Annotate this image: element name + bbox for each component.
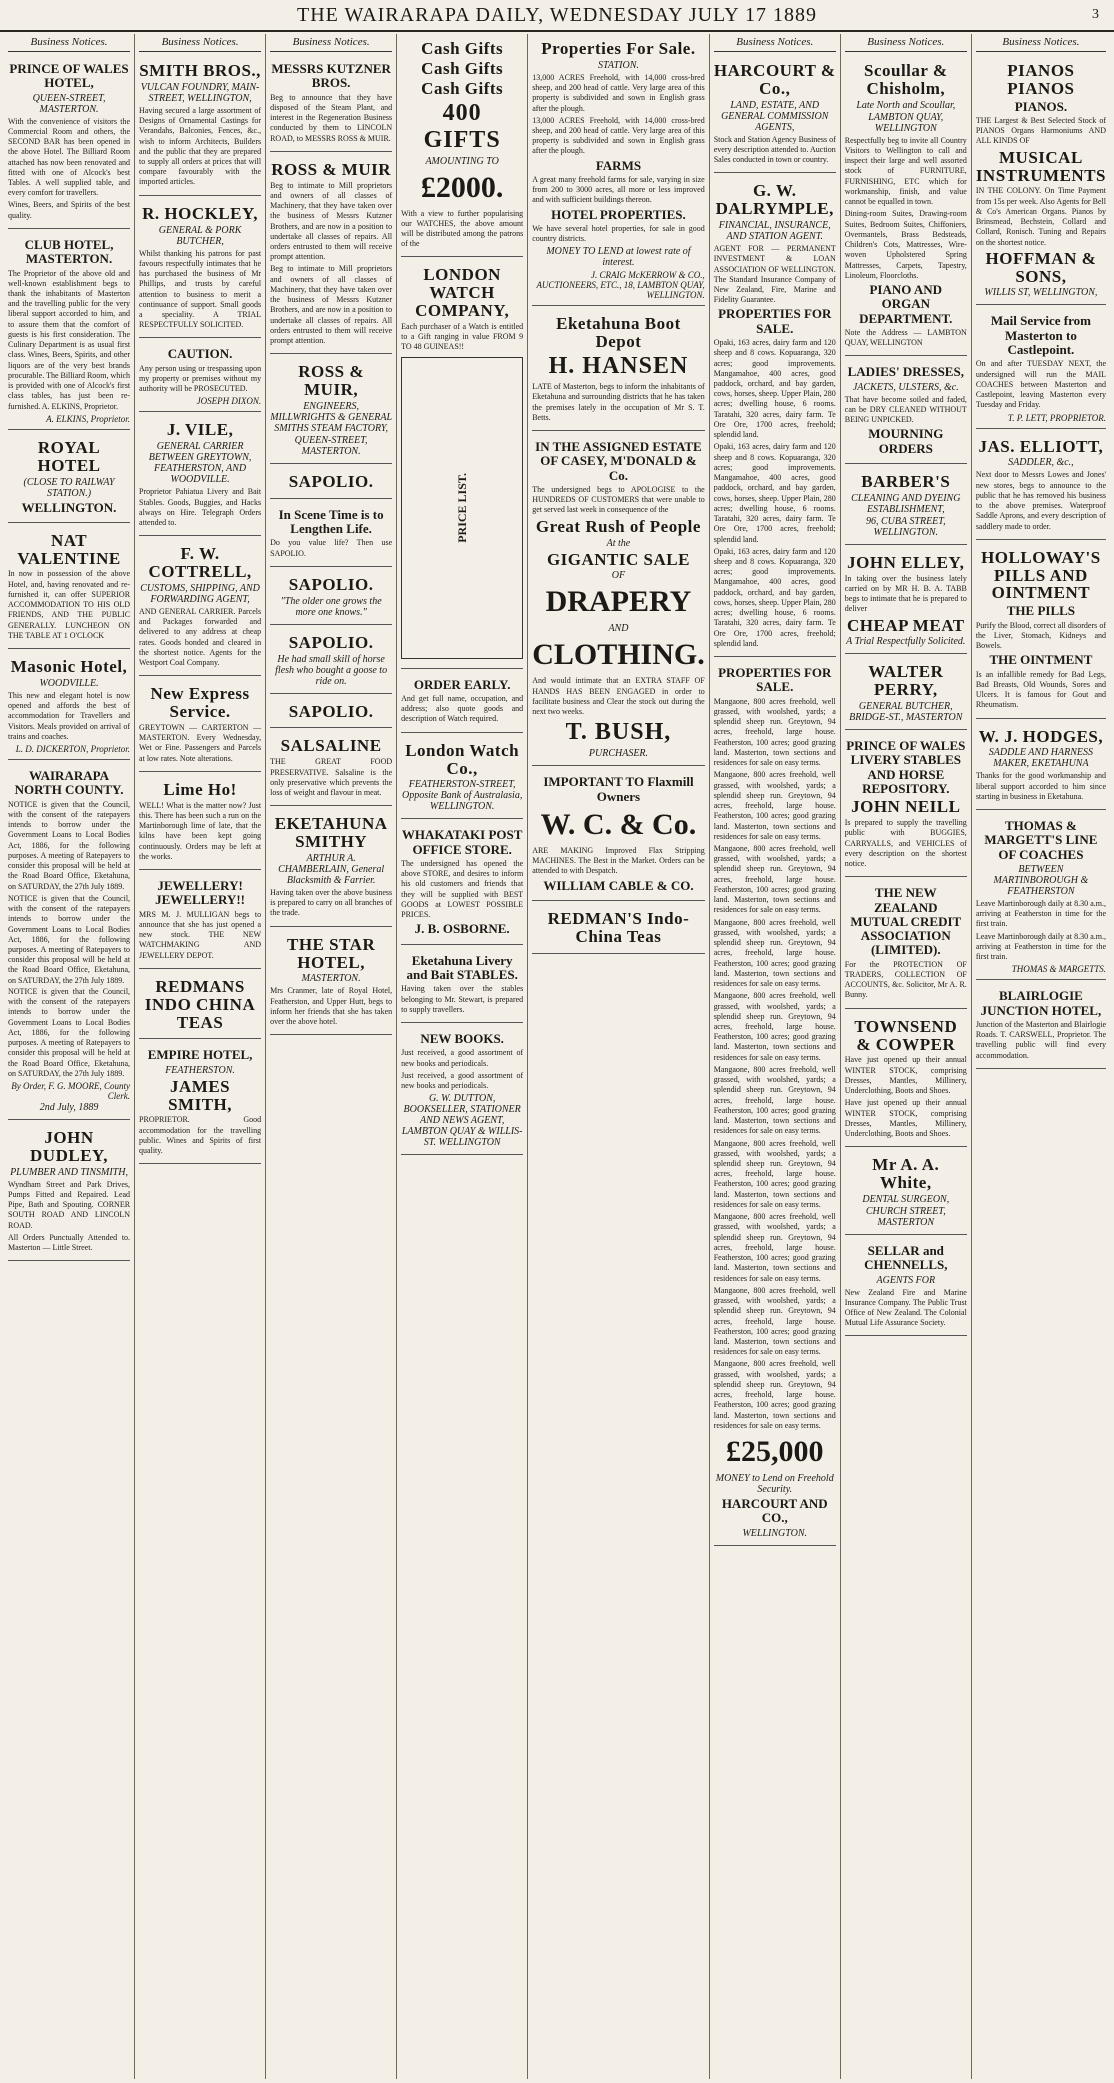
ad-place: WELLINGTON. xyxy=(742,1527,808,1539)
ad-body: THE GREAT FOOD PRESERVATIVE. Salsaline is the only preservative which prevents the loss of weight and flavour in meat. xyxy=(270,757,393,798)
ad-subtitle: AMOUNTING TO xyxy=(425,155,499,167)
ad-body: Beg to announce that they have disposed of the Steam Plant, and interest in the Regeneration Business conducted by them to LINCOLN ROAD, to MESSRS ROSS & MUIR. xyxy=(270,92,393,143)
ad-title: JOHN ELLEY, xyxy=(847,552,965,572)
ad-new-books xyxy=(401,1026,523,1155)
ad-subtitle: GENERAL CARRIER BETWEEN GREYTOWN, FEATHERSTON, AND WOODVILLE. xyxy=(148,441,252,486)
ad-title: SAPOLIO. xyxy=(288,472,374,492)
ad-redmans-tea xyxy=(139,972,261,1040)
ad-body: And would intimate that an EXTRA STAFF OF HANDS HAS BEEN ENGAGED in order to facilitate business and Clear the stock out during the next two weeks. xyxy=(532,676,705,717)
column-1 xyxy=(4,34,135,2079)
ad-body: And get full name, occupation, and address; also quote goods and description of Watch required. xyxy=(401,694,524,724)
ad-signature-role: PURCHASER. xyxy=(588,748,649,760)
ad-title: CLUB HOTEL, MASTERTON. xyxy=(24,236,114,267)
ad-title: G. W. DALRYMPLE, xyxy=(715,181,834,219)
ad-body: Mangaone, 800 acres freehold, well grassed, with woolshed, yards; a splendid sheep run. Greytown, 94 acres, freehold, large house. Featherston, 100 acres; good grazing land. Masterton, town sections and residences for sale on easy terms. xyxy=(713,1285,836,1357)
ad-title: Eketahuna Livery and Bait STABLES. xyxy=(406,952,518,982)
ad-subtitle: THE PILLS xyxy=(1006,603,1076,619)
ad-ladies-dresses xyxy=(845,359,967,464)
ad-gigantic-sale xyxy=(532,434,705,766)
ad-title: Scoullar & Chisholm, xyxy=(864,61,948,98)
ad-headline: GIGANTIC SALE xyxy=(546,549,690,569)
ad-ross-and-muir xyxy=(270,155,392,355)
ad-title: BARBER'S xyxy=(861,471,951,491)
ad-title: SAPOLIO. xyxy=(288,632,374,652)
ad-body: With the convenience of visitors the Commercial Room and others, the SECOND BAR has been opened in the above Hotel. The Billiard Room attached has now been renovated and fitted with one of Alcock's best Tables. A well supplied table, and every comfort for travellers. xyxy=(8,116,131,198)
ad-cash-gifts xyxy=(401,34,523,257)
ad-signature: T. P. LETT, PROPRIETOR. xyxy=(1007,412,1106,423)
ad-body: The undersigned has opened the above STORE, and desires to inform his old customers and friends that they will be supplied with BEST GOODS at LOWEST POSSIBLE PRICES. xyxy=(401,858,524,920)
ad-a-a-white-dentist xyxy=(845,1150,967,1235)
ad-body: WELL! What is the matter now? Just this. There has been such a run on the Martinborough lime of late, that the kilns have been kept going continuously. Orders may be left at the works. xyxy=(139,800,262,861)
ad-body: A great many freehold farms for sale, varying in size from 200 to 3000 acres, all more or less improved and with sufficient buildings thereon. xyxy=(532,175,705,205)
ad-name: H. HANSEN xyxy=(548,353,689,380)
ad-name: JOHN NEILL xyxy=(851,797,961,817)
ad-nz-mutual-credit xyxy=(845,880,967,1008)
ad-flaxmill-owners xyxy=(532,769,705,901)
ad-title: LONDON WATCH COMPANY, xyxy=(415,265,510,321)
ad-footer: All Orders Punctually Attended to. Masterton — Little Street. xyxy=(8,1232,131,1253)
ad-subtitle: STATION. xyxy=(598,59,639,71)
ad-signature: T. BUSH, xyxy=(565,719,672,746)
ad-body: In now in possession of the above Hotel, and, having renovated and re-furnished it, can offer SUPERIOR ACCOMMODATION TO HIS OLD FRIENDS, AND THE PUBLIC GENERALLY. LUNCHEON ON THE TABLE AT 1 O'CLOCK xyxy=(8,569,131,640)
ad-body: Just received, a good assortment of new books and periodicals. xyxy=(401,1048,524,1068)
ad-place: QUEEN-STREET, MASTERTON. xyxy=(294,435,368,458)
ad-title: TOWNSEND & COWPER xyxy=(854,1016,958,1054)
ad-list: Dining-room Suites, Drawing-room Suites, Bedroom Suites, Chiffoniers, Overmantels, Brass Bedsteads, Children's Cots, Mattresses, Wire-woven Upholstered Spring Mattresses, Carpets, Tapestry, Linoleum, Floorcloths. xyxy=(844,209,967,280)
ad-title: PIANOS PIANOS xyxy=(1007,61,1075,98)
ad-body: THE Largest & Best Selected Stock of PIANOS Organs Harmoniums AND ALL KINDS OF xyxy=(975,115,1106,146)
ad-title: Masonic Hotel, xyxy=(10,657,128,677)
ad-body: Respectfully beg to invite all Country Visitors to Wellington to call and inspect their large and well assorted stock of FURNITURE, FURNISHING, ETC which for workmanship, finish, and value cannot be equalled in town. xyxy=(844,135,967,207)
ad-body: Mangaone, 800 acres freehold, well grassed, with woolshed, yards; a splendid sheep run. Greytown, 94 acres, freehold, large house. Featherston, 100 acres; good grazing land. Masterton, town sections and residences for sale on easy terms. xyxy=(713,1138,836,1209)
ad-note: MONEY to Lend on Freehold Security. xyxy=(715,1473,834,1496)
column-8 xyxy=(972,34,1110,2079)
ad-body: Note the Address — LAMBTON QUAY, WELLINGTON xyxy=(844,327,967,348)
ad-body: NOTICE is given that the Council, with the consent of the ratepayers intends to borrow under the Government Loans to Local Bodies Act, 1886, for the following purposes. A meeting of Ratepayers to consider this proposal will be held at the Road Board Office, Eketahuna, on SATURDAY, the 27th July 1889. xyxy=(8,893,131,985)
ad-footer: A Trial Respectfully Solicited. xyxy=(846,636,966,648)
ad-signature: A. ELKINS, Proprietor. xyxy=(46,413,131,424)
ad-body: Mangaone, 800 acres freehold, well grassed, with woolshed, yards; a splendid sheep run. Greytown, 94 acres, freehold, large house. Featherston, 100 acres; good grazing land. Masterton, town sections and residences for sale on easy terms. xyxy=(713,843,836,915)
ad-harcourt-co xyxy=(714,56,836,173)
ad-subtitle: ARTHUR A. CHAMBERLAIN, General Blacksmith & Farrier. xyxy=(278,852,385,886)
ad-body: Is an infallible remedy for Bad Legs, Bad Breasts, Old Wounds, Sores and Ulcers. It is famous for Gout and Rheumatism. xyxy=(975,669,1106,710)
ad-subtitle: (CLOSE TO RAILWAY STATION.) xyxy=(23,476,115,499)
ad-body: Having secured a large assortment of Designs of Ornamental Castings for Verandahs, Balconies, Fences, &c., wish to inform Architects, Builders and the public that they are prepared to supply all orders at prices that will compare favourably with the imported articles. xyxy=(139,105,262,187)
ad-section-title: PROPERTIES FOR SALE. xyxy=(718,306,832,336)
ad-title: PRINCE OF WALES LIVERY STABLES AND HORSE REPOSITORY. xyxy=(846,738,966,796)
ad-body: Mangaone, 800 acres freehold, well grassed, with woolshed, yards; a splendid sheep run. Greytown, 94 acres, freehold, large house. Featherston, 100 acres; good grazing land. Masterton, town sections and residences for sale on easy terms. xyxy=(713,1212,836,1283)
ad-body: Whilst thanking his patrons for past favours respectfully intimates that he has purchased the business of Mr Phillips, and trusts by careful attention to business to merit a continuance of support. Small goods a speciality. A TRIAL RESPECTFULLY SOLICITED. xyxy=(139,248,262,330)
ad-title: Properties For Sale. xyxy=(541,39,696,58)
notice-filler-text xyxy=(8,894,130,1079)
column-heading: Business Notices. xyxy=(270,34,392,52)
ad-subtitle: VULCAN FOUNDRY, MAIN-STREET, WELLINGTON, xyxy=(140,81,260,104)
ad-title: EMPIRE HOTEL, xyxy=(147,1047,253,1063)
ad-body: Have just opened up their annual WINTER STOCK, comprising Dresses, Mantles, Millinery, Underclothing, Boots and Shoes. xyxy=(844,1098,967,1139)
ad-body: The Proprietor of the above old and well-known establishment begs to thank the inhabitants of Masterton and the travelling public for the very liberal support accorded to him, and to assure them that the comfort of guests is his first consideration. The Culinary Department is as usual first class. Wines, Beers, Spirits, and other liquors are of the very best brands procurable. The Billiard Room, which is provided with one of Alcock's first class tables, has just been re-furnished. A. ELKINS, Proprietor. xyxy=(8,268,131,411)
ad-properties-for-sale xyxy=(532,34,705,306)
ad-subtitle: BETWEEN MARTINBOROUGH & FEATHERSTON xyxy=(993,863,1089,897)
column-4 xyxy=(397,34,528,2079)
ad-signature: THOMAS & MARGETTS. xyxy=(1011,964,1106,975)
column-5 xyxy=(528,34,710,2079)
ad-body: Leave Martinborough daily at 8.30 a.m., arriving at Featherston in time for the first train. xyxy=(975,931,1106,962)
ad-place: LAMBTON QUAY, WELLINGTON xyxy=(868,111,944,134)
ad-body: Mangaone, 800 acres freehold, well grassed, with woolshed, yards; a splendid sheep run. Greytown, 94 acres, freehold, large house. Featherston, 100 acres; good grazing land. Masterton, town sections and residences for sale on easy terms. xyxy=(713,1064,836,1136)
ad-body: Proprietor Pahiatua Livery and Bait Stables. Goods, Buggies, and Hacks always on Hire. Telegraph Orders attended to. xyxy=(139,487,262,527)
ad-body: Opaki, 163 acres, dairy farm and 120 sheep and 8 cows. Kopuaranga, 320 acres; good improvements. Mangamahoe, 400 acres, good paddock, orchard, and bay garden, cows, horses, sheep. Upper Plain, 280 acres; dwelling house, 6 rooms. Taratahi, 320 acres, dairy farm. Te Ore Ore, 1700 acres, freehold; splendid land. xyxy=(713,546,836,648)
ad-body: Having taken over the above business is prepared to carry on all branches of the trade. xyxy=(270,887,393,918)
column-6 xyxy=(710,34,841,2079)
ad-wairarapa-north-county xyxy=(8,763,130,1120)
ad-title: Mr A. A. White, xyxy=(872,1155,940,1193)
ad-eketahuna-livery xyxy=(401,948,523,1023)
ad-body: NOTICE is given that the Council, with the consent of the ratepayers intends to borrow under the Government Loans to Local Bodies Act, 1886, for the following purposes. A meeting of Ratepayers to consider this proposal will be held at the Road Board Office, Eketahuna, on SATURDAY, the 27th July 1889. xyxy=(8,986,131,1078)
ad-body: Have just opened up their annual WINTER STOCK, comprising Dresses, Mantles, Millinery, Underclothing, Boots and Shoes. xyxy=(844,1055,967,1096)
ad-pianos xyxy=(976,56,1106,305)
ad-body: Mrs Cranmer, late of Royal Hotel, Featherston, and Upper Hutt, begs to inform her friends that she has taken over the above hotel. xyxy=(270,986,393,1027)
ad-title: ORDER EARLY. xyxy=(413,676,511,692)
ad-townsend-cowper xyxy=(845,1012,967,1148)
ad-signature: WILLIAM CABLE & CO. xyxy=(543,877,694,893)
ad-signature: By Order, F. G. MOORE, County Clerk. xyxy=(11,1081,131,1102)
ad-body: LATE of Masterton, begs to inform the inhabitants of Eketahuna and surrounding districts that he has taken the premises lately in the occupation of Mr S. T. Betts. xyxy=(532,382,705,422)
ad-john-elley xyxy=(845,548,967,655)
ad-subtitle: GENERAL & PORK BUTCHER, xyxy=(158,224,242,247)
ad-london-watch-co xyxy=(401,736,523,820)
ad-subtitle: FINANCIAL, INSURANCE, AND STATION AGENT. xyxy=(718,220,831,243)
ad-headline: W. C. & Co. xyxy=(540,807,697,841)
ad-title: J. VILE, xyxy=(166,420,234,440)
ad-title: HARCOURT & Co., xyxy=(713,61,836,98)
ad-signature: JOSEPH DIXON. xyxy=(196,396,262,407)
ad-body: Any person using or trespassing upon my property or premises without my authority will be PROSECUTED. xyxy=(139,363,262,394)
ad-subtitle: GENERAL BUTCHER, BRIDGE-ST., MASTERTON xyxy=(849,701,963,724)
ad-subtitle: DENTAL SURGEON, xyxy=(862,1193,950,1205)
ad-subtitle: MASTERTON. xyxy=(301,973,361,985)
ad-section-title: FARMS xyxy=(595,157,642,173)
ad-title: In Scene Time is to Lengthen Life. xyxy=(278,506,384,537)
ad-signature: HARCOURT AND CO., xyxy=(721,1496,828,1526)
ad-body: Leave Martinborough daily at 8.30 a.m., arriving at Featherston in time for the first train. xyxy=(975,898,1106,929)
ad-holloways xyxy=(976,543,1106,719)
column-7 xyxy=(841,34,972,2079)
ad-body: Wyndham Street and Park Drives, Pumps Fitted and Repaired. Lead Pipe, Bath and Spouting. CORNER SOUTH ROAD AND LINCOLN ROAD. xyxy=(8,1179,131,1230)
ad-body: 13,000 ACRES Freehold, with 14,000 cross-bred sheep, and 200 head of cattle. Very large area of this property is subdivided and sown in English grass after the plough. xyxy=(532,72,705,113)
ad-body: Mangaone, 800 acres freehold, well grassed, with woolshed, yards; a splendid sheep run. Greytown, 94 acres, freehold, large house. Featherston, 100 acres; good grazing land. Masterton, town sections and residences for sale on easy terms. xyxy=(713,696,836,768)
ad-body: Opaki, 163 acres, dairy farm and 120 sheep and 8 cows. Kopuaranga, 320 acres; good improvements. Mangamahoe, 400 acres, good paddock, orchard, and bay garden, cows, horses, sheep. Upper Plain, 280 acres; dwelling house, 6 rooms. Taratahi, 320 acres, dairy farm. Te Ore Ore, 1700 acres, freehold; splendid land. xyxy=(713,442,836,544)
ad-title: New Express Service. xyxy=(150,684,250,722)
ad-clothing: CLOTHING. xyxy=(532,638,705,672)
ad-body: MRS M. J. MULLIGAN begs to announce that she has just opened a new stock. THE NEW WATCHMAKING AND JEWELLERY DEPOT. xyxy=(139,909,262,960)
ad-section-title: PROPERTIES FOR SALE. xyxy=(718,665,832,695)
ad-star-hotel xyxy=(270,930,392,1036)
ad-body: That have become soiled and faded, can be DRY CLEANED WITHOUT BEING UNPICKED. xyxy=(844,394,967,425)
ad-r-hockley xyxy=(139,199,261,339)
ad-prince-of-wales-stables xyxy=(845,733,967,877)
ad-note: MOURNING ORDERS xyxy=(868,426,944,456)
ad-proprietor: JAMES SMITH, xyxy=(168,1076,233,1114)
ad-note: MONEY TO LEND at lowest rate of interest. xyxy=(546,246,691,269)
ad-line-2: Cash Gifts xyxy=(421,58,504,78)
ad-body: Mangaone, 800 acres freehold, well grassed, with woolshed, yards; a splendid sheep run. Greytown, 94 acres, freehold, large house. Featherston, 100 acres; good grazing land. Masterton, town sections and residences for sale on easy terms. xyxy=(713,991,836,1062)
ad-body: Having taken over the stables belonging to Mr. Stewart, is prepared to supply travellers. xyxy=(401,984,524,1014)
ad-body: On and after TUESDAY NEXT, the undersigned will run the MAIL COACHES between Masterton and Castlepoint, leaving Masterton every Tuesday and Friday. xyxy=(975,359,1106,410)
ad-body: Mangaone, 800 acres freehold, well grassed, with woolshed, yards; a splendid sheep run. Greytown, 94 acres, freehold, large house. Featherston, 100 acres; good grazing land. Masterton, town sections and residences for sale on easy terms. xyxy=(713,917,836,989)
ad-title: SAPOLIO. xyxy=(288,574,374,594)
ad-body: Purify the Blood, correct all disorders of the Liver, Stomach, Kidneys and Bowels. xyxy=(975,620,1106,651)
ad-drapery: DRAPERY xyxy=(545,585,692,619)
ad-title: BLAIRLOGIE JUNCTION HOTEL, xyxy=(980,988,1102,1018)
ad-title: R. HOCKLEY, xyxy=(142,203,258,223)
ad-body: The undersigned begs to APOLOGISE to the HUNDREDS OF CUSTOMERS that were unable to get served last week in consequence of the xyxy=(532,485,705,515)
ad-title: Mail Service from Masterton to Castlepoint. xyxy=(990,313,1091,358)
ad-body: New Zealand Fire and Marine Insurance Company. The Public Trust Office of New Zealand. The Colonial Mutual Life Assurance Society. xyxy=(844,1287,967,1328)
ad-salsaline xyxy=(270,731,392,806)
ad-walter-perry xyxy=(845,657,967,730)
ad-title: REDMANS INDO CHINA TEAS xyxy=(144,976,256,1032)
ad-title: THOMAS & MARGETT'S LINE OF COACHES xyxy=(984,818,1098,862)
ad-sapolio-3 xyxy=(270,570,392,625)
ad-body: NOTICE is given that the Council, with the consent of the ratepayers intends to borrow under the Government Loans to Local Bodies Act, 1886, for the following purposes. A meeting of Ratepayers to consider this proposal will be held at the Road Board Office, Eketahuna, on SATURDAY, the 27th July 1889. xyxy=(8,799,131,891)
column-heading: Business Notices. xyxy=(714,34,836,52)
ad-j-vile xyxy=(139,415,261,536)
ad-title: CAUTION. xyxy=(167,346,233,362)
ad-title: ROSS & MUIR xyxy=(271,159,392,179)
ad-body: AND GENERAL CARRIER. Parcels and Packages forwarded and delivered to any address at cheap rates. Goods bonded and cleared in the shortest notice. Agents for the Westport Coal Company. xyxy=(139,606,262,668)
ad-body: Next door to Messrs Lowes and Jones' new stores, begs to announce to the public that he has removed his business to the above premises. Waterproof Saddle Aprons, and every description of saddlery made to order. xyxy=(975,470,1106,531)
ad-title: NAT VALENTINE xyxy=(17,530,121,568)
ad-title: THE NEW ZEALAND MUTUAL CREDIT ASSOCIATION (LIMITED). xyxy=(850,885,962,958)
ad-quote: He had small skill of horse flesh who bought a goose to ride on. xyxy=(275,653,388,687)
ad-subtitle: LAND, ESTATE, AND GENERAL COMMISSION AGENTS, xyxy=(721,99,829,133)
ad-title: EKETAHUNA SMITHY xyxy=(274,814,388,852)
masthead xyxy=(0,0,1114,32)
ad-place: WELLINGTON. xyxy=(21,499,117,515)
ad-place: WILLIS ST, WELLINGTON, xyxy=(984,287,1098,299)
ad-connector: OF xyxy=(611,570,626,582)
ad-sapolio-2 xyxy=(270,502,392,567)
ad-smith-bros xyxy=(139,56,261,196)
ad-body: Mangaone, 800 acres freehold, well grassed, with woolshed, yards; a splendid sheep run. Greytown, 94 acres, freehold, large house. Featherston, 100 acres; good grazing land. Masterton, town sections and residences for sale on easy terms. xyxy=(713,770,836,841)
ad-masonic-hotel xyxy=(8,652,130,760)
ad-body: Junction of the Masterton and Blairlogie Roads. T. CARSWELL, Proprietor. The travelling public will find every accommodation. xyxy=(975,1019,1106,1060)
masthead-title: THE WAIRARAPA DAILY, WEDNESDAY JULY 17 1889 xyxy=(297,4,817,26)
ad-subtitle: CUSTOMS, SHIPPING, AND FORWARDING AGENT, xyxy=(140,582,260,605)
ad-eketahuna-boot-depot xyxy=(532,309,705,431)
ad-title: WHAKATAKI POST OFFICE STORE. xyxy=(401,827,523,857)
ad-place: CHURCH STREET, MASTERTON xyxy=(865,1205,946,1228)
ad-kutzner-bros xyxy=(270,56,392,152)
ad-title: SAPOLIO. xyxy=(288,701,374,721)
ad-subtitle: ENGINEERS, MILLWRIGHTS & GENERAL SMITHS STEAM FACTORY, xyxy=(270,401,393,435)
ad-section-title: PIANO AND ORGAN DEPARTMENT. xyxy=(859,281,953,326)
ad-subtitle: Late North and Scoullar, xyxy=(856,99,956,111)
ad-sapolio-1 xyxy=(270,467,392,499)
ad-title: F. W. COTTRELL, xyxy=(148,544,252,582)
ad-body: Beg to intimate to Mill proprietors and owners of all classes of Machinery, that they have taken over the business of Messrs Kutzner Brothers, and are now in a position to undertake all classes of repairs. All orders entrusted to them will receive prompt attention. xyxy=(270,264,393,346)
ad-ross-and-muir-factory xyxy=(270,357,392,464)
ad-footer: Wines, Beers, and Spirits of the best quality. xyxy=(8,200,131,220)
ad-body: Opaki, 163 acres, dairy farm and 120 sheep and 8 cows. Kopuaranga, 320 acres; good improvements. Mangamahoe, 400 acres, good paddock, orchard, and bay garden, cows, horses, sheep. Upper Plain, 280 acres; dwelling house, 6 rooms. Taratahi, 320 acres, dairy farm. Te Ore Ore, 1700 acres, freehold; splendid land. xyxy=(713,338,836,440)
column-2 xyxy=(135,34,266,2079)
ad-title: NEW BOOKS. xyxy=(420,1030,504,1046)
ad-subtitle: PIANOS. xyxy=(1014,98,1068,114)
ad-lime-ho xyxy=(139,775,261,870)
ad-title: SELLAR and CHENNELLS, xyxy=(864,1242,948,1273)
ad-line-3: Cash Gifts xyxy=(421,78,504,98)
ad-jas-elliott xyxy=(976,432,1106,540)
ad-barbers-dyeing xyxy=(845,467,967,545)
ad-blairlogie-hotel xyxy=(976,983,1106,1069)
ad-connector: AND xyxy=(608,623,629,635)
ad-body: With a view to further popularising our WATCHES, the above amount will be distributed among the patrons of the xyxy=(401,208,524,249)
ad-title: HOLLOWAY'S PILLS AND OINTMENT xyxy=(981,547,1101,603)
ad-subtitle: SADDLER, &c., xyxy=(1008,457,1074,469)
ad-john-dudley xyxy=(8,1123,130,1261)
ad-f-w-cottrell xyxy=(139,539,261,676)
ad-body: Just received, a good assortment of new books and periodicals. xyxy=(401,1070,524,1090)
ad-london-watch-company xyxy=(401,260,523,668)
ad-title: SALSALINE xyxy=(280,736,382,756)
ad-title: THE STAR HOTEL, xyxy=(286,934,376,972)
ad-w-j-hodges xyxy=(976,722,1106,811)
ad-club-hotel xyxy=(8,232,130,430)
ad-quote: "The older one grows the more one knows." xyxy=(280,595,382,618)
ad-body: In taking over the business lately carried on by MR H. B. A. TABB begs to intimate that he is prepared to deliver xyxy=(844,573,967,614)
ad-harcourt-properties xyxy=(714,660,836,1546)
ad-headline: MUSICAL INSTRUMENTS xyxy=(975,147,1107,185)
ad-jewellery xyxy=(139,873,261,969)
ad-body: 13,000 ACRES Freehold, with 14,000 cross-bred sheep, and 200 head of cattle. Very large area of this property is subdivided and sown in English grass after the plough. xyxy=(532,115,705,156)
ad-body: Thanks for the good workmanship and liberal support accorded to him since starting in business in Eketahuna. xyxy=(975,771,1106,801)
ad-title: WAIRARAPA NORTH COUNTY. xyxy=(14,768,124,798)
ad-eketahuna-smithy xyxy=(270,809,392,926)
ad-caution xyxy=(139,341,261,412)
ad-title: REDMAN'S Indo-China Teas xyxy=(547,908,690,946)
ad-new-express-service xyxy=(139,679,261,772)
ad-subtitle: FEATHERSTON. xyxy=(165,1064,235,1076)
ad-body: Each purchaser of a Watch is entitled to a Gift ranging in value FROM 9 TO 48 GUINEAS!! xyxy=(401,322,524,352)
ad-title: ROYAL HOTEL xyxy=(37,437,101,475)
ad-subtitle: CLEANING AND DYEING ESTABLISHMENT, xyxy=(851,492,961,515)
ad-body: PROPRIETOR. Good accommodation for the travelling public. Wines and Spirits of first quality. xyxy=(139,1115,262,1156)
ad-amount: £25,000 xyxy=(725,1435,824,1469)
ad-body: Do you value life? Then use SAPOLIO. xyxy=(270,538,393,558)
ad-title: MESSRS KUTZNER BROS. xyxy=(271,61,391,91)
ad-total: £2000. xyxy=(420,170,504,204)
ad-body: For the PROTECTION OF TRADERS, COLLECTION OF ACCOUNTS, &c. Solicitor, Mr A. R. Bunny. xyxy=(844,959,967,1000)
ad-title: JEWELLERY! JEWELLERY!! xyxy=(155,878,245,908)
ad-body: IN THE COLONY. On Time Payment from 15s per week. Also Agents for Bell & Co's American Organs. Pianos by Brinsmead, Bechstein, Collard and Collard, Ronisch. Tuning and Repairs on the shortest notice. xyxy=(975,186,1106,247)
ad-order-early xyxy=(401,672,523,733)
price-list-label: PRICE LIST. xyxy=(454,472,469,543)
ad-subtitle: JACKETS, ULSTERS, &c. xyxy=(852,381,959,393)
ad-title: JOHN DUDLEY, xyxy=(30,1128,109,1165)
ad-signature: G. W. DUTTON, BOOKSELLER, STATIONER AND NEWS AGENT, LAMBTON QUAY & WILLIS-ST. WELLINGTON xyxy=(401,1093,523,1149)
newspaper-columns xyxy=(4,34,1110,2079)
ad-title: IN THE ASSIGNED ESTATE OF CASEY, M'DONALD & Co. xyxy=(535,439,702,483)
ad-title: Eketahuna Boot Depot xyxy=(556,314,681,352)
ad-signature: HOFFMAN & SONS, xyxy=(985,248,1097,286)
ad-body: Stock and Station Agency Business of every description attended to. Auction Sales conducted in town or country. xyxy=(713,134,836,165)
ad-title: London Watch Co., xyxy=(405,740,520,778)
ad-title: ROSS & MUIR, xyxy=(298,362,365,400)
ad-body: Mangaone, 800 acres freehold, well grassed, with woolshed, yards; a splendid sheep run. Greytown, 94 acres, freehold, large house. Featherston, 100 acres; good grazing land. Masterton, town sections and residences for sale on easy terms. xyxy=(713,1359,836,1430)
ad-sapolio-4 xyxy=(270,628,392,694)
ad-body: ARE MAKING Improved Flax Stripping MACHINES. The Best in the Market. Orders can be attended to with Despatch. xyxy=(532,845,705,876)
column-heading: Business Notices. xyxy=(845,34,967,52)
ad-date: 2nd July, 1889 xyxy=(39,1102,99,1114)
ad-title: SMITH BROS., xyxy=(139,61,261,80)
ad-subtitle: PLUMBER AND TINSMITH, xyxy=(10,1166,128,1178)
ad-sellar-chennells xyxy=(845,1238,967,1337)
ad-body: Beg to intimate to Mill proprietors and owners of all classes of Machinery, that they have taken over the business of Messrs Kutzner Brothers, and are now in a position to undertake all classes of repairs. All orders entrusted to them will receive prompt attention. xyxy=(270,180,393,262)
ad-body: GREYTOWN — CARTERTON — MASTERTON. Every Wednesday, Wet or Fine. Passengers and Parcels at low rates. Note alterations. xyxy=(139,723,262,763)
ad-royal-hotel xyxy=(8,433,130,523)
ad-subtitle: AGENTS FOR xyxy=(876,1274,936,1286)
ad-place: WOODVILLE. xyxy=(39,677,99,689)
ad-signature: J. CRAIG McKERROW & CO., AUCTIONEERS, ETC., 18, LAMBTON QUAY, WELLINGTON. xyxy=(536,270,705,301)
ad-castlepoint-mail xyxy=(976,308,1106,428)
ad-headline: CHEAP MEAT xyxy=(847,615,965,635)
ad-sapolio-5 xyxy=(270,697,392,729)
ad-redmans-indo-china-teas xyxy=(532,904,705,954)
ad-body: Is prepared to supply the travelling public with BUGGIES, CARRYALLS, and VEHICLES of every description on the shortest notice. xyxy=(844,818,967,869)
ad-subtitle: QUEEN-STREET, MASTERTON. xyxy=(32,92,106,115)
ad-subtitle: SADDLE AND HARNESS MAKER, EKETAHUNA xyxy=(988,747,1094,770)
ad-scoullar-chisholm xyxy=(845,56,967,356)
ad-title: IMPORTANT TO Flaxmill Owners xyxy=(543,774,694,804)
ad-place: 96, CUBA STREET, WELLINGTON. xyxy=(865,515,946,538)
column-heading: Business Notices. xyxy=(976,34,1106,52)
column-heading: Business Notices. xyxy=(8,34,130,52)
price-list-table xyxy=(401,357,523,659)
ad-line-1: Cash Gifts xyxy=(421,39,504,58)
ad-title: JAS. ELLIOTT, xyxy=(978,436,1104,456)
ad-headline: Great Rush of People xyxy=(535,516,701,536)
ad-nat-valentine xyxy=(8,526,130,649)
ad-body: AGENT FOR — PERMANENT INVESTMENT & LOAN ASSOCIATION OF WELLINGTON. The Standard Insurance Company of New Zealand, Fire, Marine and Fidelity Guarantee. xyxy=(713,244,836,305)
ad-g-w-dalrymple xyxy=(714,176,836,657)
ad-signature: J. B. OSBORNE. xyxy=(414,921,510,937)
page-number: 3 xyxy=(1092,7,1100,22)
ad-thomas-margetts xyxy=(976,813,1106,980)
ad-prince-of-wales-hotel xyxy=(8,56,130,229)
ad-subtitle: THE OINTMENT xyxy=(989,652,1093,668)
ad-amount: 400 GIFTS xyxy=(423,99,501,153)
ad-title: PRINCE OF WALES HOTEL, xyxy=(9,61,129,91)
ad-whakataki-store xyxy=(401,822,523,944)
ad-empire-hotel xyxy=(139,1042,261,1164)
ad-subtitle: FEATHERSTON-STREET, Opposite Bank of Australasia, WELLINGTON. xyxy=(401,779,523,813)
column-heading: Business Notices. xyxy=(139,34,261,52)
ad-title: LADIES' DRESSES, xyxy=(847,364,964,380)
ad-title: Lime Ho! xyxy=(163,779,237,799)
ad-body: We have several hotel properties, for sale in good country districts. xyxy=(532,224,705,244)
ad-body: This new and elegant hotel is now opened and affords the best of accommodation for Travellers and Visitors. Meals provided on arrival of trains and coaches. xyxy=(8,690,131,741)
ad-connector: At the xyxy=(606,537,631,549)
column-3 xyxy=(266,34,397,2079)
ad-title: W. J. HODGES, xyxy=(978,726,1104,746)
ad-section-title: HOTEL PROPERTIES. xyxy=(551,206,686,222)
ad-signature: L. D. DICKERTON, Proprietor. xyxy=(15,744,131,755)
ad-title: WALTER PERRY, xyxy=(868,662,944,700)
